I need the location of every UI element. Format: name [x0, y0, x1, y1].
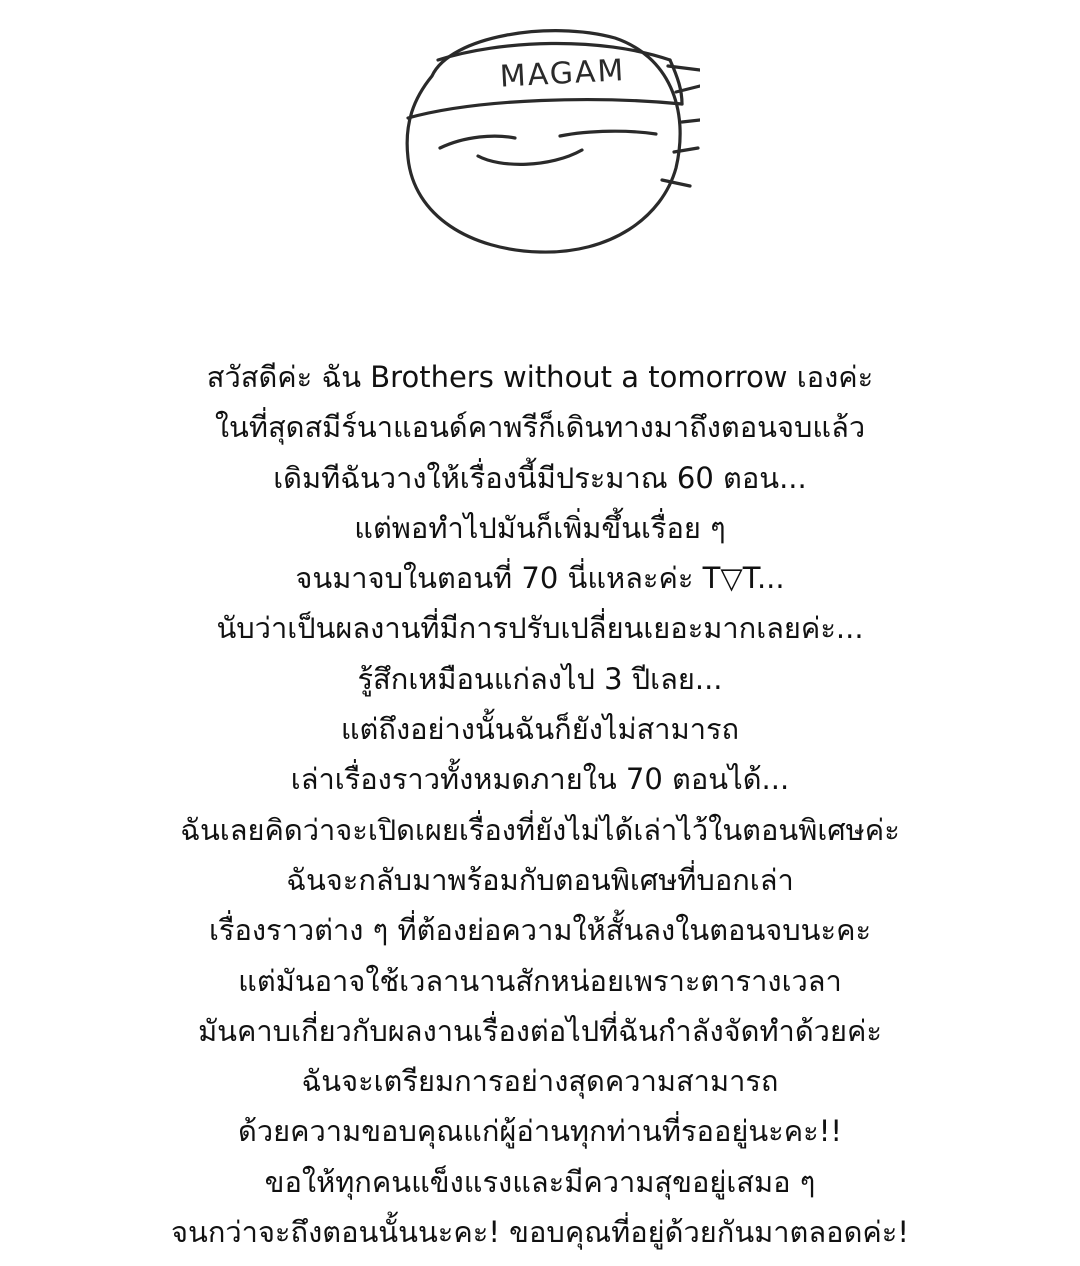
- message-line: สวัสดีค่ะ ฉัน Brothers without a tomorrow เองค่ะ: [206, 360, 874, 394]
- speed-line-3: [682, 120, 700, 122]
- message-line: มันคาบเกี่ยวกับผลงานเรื่องต่อไปที่ฉันกำลังจัดทำด้วยค่ะ: [198, 1013, 882, 1048]
- message-line: ในที่สุดสมีร์นาแอนด์คาพรีก็เดินทางมาถึงตอนจบแล้ว: [214, 410, 866, 445]
- speed-line-4: [674, 148, 698, 152]
- message-line: แต่พอทำไปมันก็เพิ่มขึ้นเรื่อย ๆ: [354, 510, 726, 545]
- logo-text: MAGAM: [498, 53, 627, 95]
- headband-bottom: [408, 100, 682, 118]
- message-line: นับว่าเป็นผลงานที่มีการปรับเปลี่ยนเยอะมากเลยค่ะ...: [216, 611, 864, 646]
- magam-logo: [400, 18, 700, 268]
- speed-line-5: [662, 180, 690, 186]
- message-line: เล่าเรื่องราวทั้งหมดภายใน 70 ตอนได้...: [290, 762, 790, 797]
- smile-mouth: [478, 150, 582, 164]
- message-line: เดิมทีฉันวางให้เรื่องนี้มีประมาณ 60 ตอน...: [273, 460, 807, 495]
- right-eye: [560, 131, 656, 136]
- message-line: จนกว่าจะถึงตอนนั้นนะคะ! ขอบคุณที่อยู่ด้วยกันมาตลอดค่ะ!: [171, 1215, 909, 1250]
- message-line: แต่ถึงอย่างนั้นฉันก็ยังไม่สามารถ: [340, 712, 740, 747]
- magam-smiling-face-icon: [400, 18, 700, 268]
- left-eye: [440, 136, 515, 148]
- message-line: ด้วยความขอบคุณแก่ผู้อ่านทุกท่านที่รออยู่นะคะ!!: [238, 1114, 842, 1149]
- message-line: เรื่องราวต่าง ๆ ที่ต้องย่อความให้สั้นลงในตอนจบนะคะ: [208, 913, 872, 948]
- message-line: ฉันจะกลับมาพร้อมกับตอนพิเศษที่บอกเล่า: [286, 862, 794, 897]
- message-line: รู้สึกเหมือนแก่ลงไป 3 ปีเลย...: [357, 661, 723, 696]
- message-line: ฉันเลยคิดว่าจะเปิดเผยเรื่องที่ยังไม่ได้เล่าไว้ในตอนพิเศษค่ะ: [180, 812, 900, 847]
- message-line: ขอให้ทุกคนแข็งแรงและมีความสุขอยู่เสมอ ๆ: [264, 1164, 816, 1199]
- message-line: ฉันจะเตรียมการอย่างสุดความสามารถ: [301, 1064, 779, 1099]
- author-message: [0, 352, 1080, 1257]
- message-line: แต่มันอาจใช้เวลานานสักหน่อยเพราะตารางเวลา: [238, 963, 842, 998]
- message-line: จนมาจบในตอนที่ 70 นี่แหละค่ะ T▽T...: [295, 561, 785, 596]
